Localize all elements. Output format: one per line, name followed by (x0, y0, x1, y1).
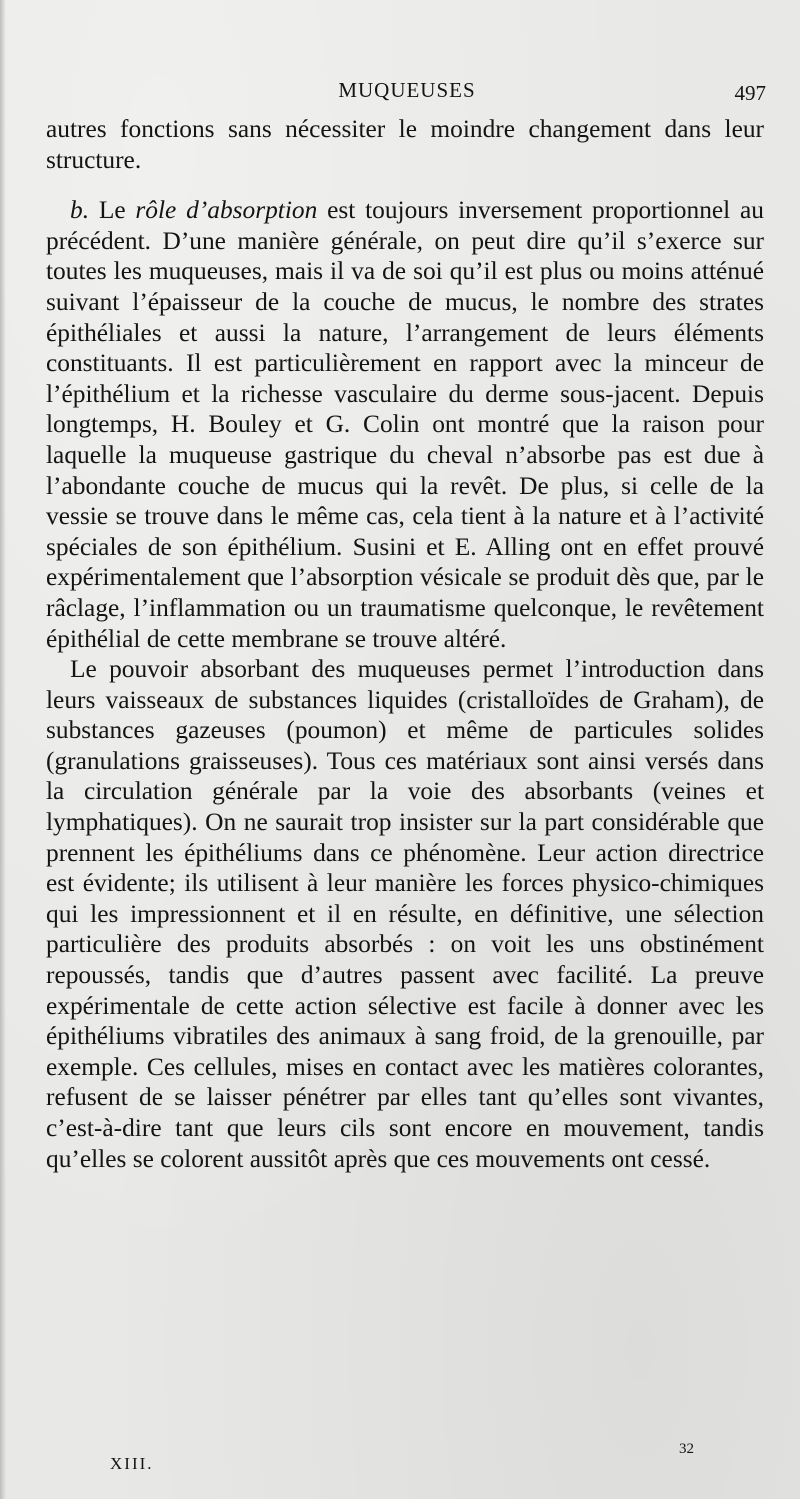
section-label: b. (70, 196, 90, 225)
paragraph-continued: autres fonctions sans nécessiter le moindre changement dans leur structure. (46, 115, 764, 174)
body-text (46, 114, 764, 1174)
signature-mark: XIII. (110, 1454, 154, 1473)
sheet-number: 32 (679, 1441, 694, 1457)
running-title: MUQUEUSES (338, 78, 476, 102)
emphasized-term: rôle d’absorption (135, 196, 318, 225)
paragraph-absorbing-power: Le pouvoir absorbant des muqueuses permet l’introduction dans leurs vaisseaux de substances liquides (cristalloïdes de Graham), de substances gazeuses (poumon) et même de particules solides (granulations graisseuses). Tous ces matériaux sont ainsi versés dans la circulation générale par la voie des absorbants (veines et lymphatiques). On ne saurait trop insister sur la part considérable que prennent les épithéliums dans ce phénomène. Leur action directrice est évidente; ils utilisent à leur manière les forces physico-chimiques qui les impressionnent et il en résulte, en définitive, une sélection particulière des produits absorbés : on voit les uns obstinément repoussés, tandis que d’autres passent avec facilité. La preuve expérimentale de cette action sélective est facile à donner avec les épithéliums vibratiles des animaux à sang froid, de la grenouille, par exemple. Ces cellules, mises en contact avec les matières colorantes, refusent de se laisser pénétrer par elles tant qu’elles sont vivantes, c’est-à-dire tant que leurs cils sont encore en mouvement, tandis qu’elles se colorent aussitôt après que ces mouvements ont cessé. (46, 655, 764, 1173)
page-number: 497 (734, 81, 766, 105)
paragraph-absorption-role (46, 195, 764, 654)
paragraph-lead: Le (98, 196, 126, 225)
paragraph-text: est toujours inversement proportionnel au précédent. D’une manière générale, on peut dire qu’il s’exerce sur toutes les muqueuses, mais il va de soi qu’il est plus ou moins atténué suivant l’épaisseur de la couche de mucus, le nombre des strates épithéliales et aussi la nature, l’arrangement de leurs éléments constituants. Il est particulièrement en rapport avec la minceur de l’épithélium et la richesse vasculaire du derme sous-jacent. Depuis longtemps, H. Bouley et G. Colin ont montré que la raison pour laquelle la muqueuse gastrique du cheval n’absorbe pas est due à l’abondante couche de mucus qui la revêt. De plus, si celle de la vessie se trouve dans le même cas, cela tient à la nature et à l’activité spéciales de son épithélium. Susini et E. Alling ont en effet prouvé expérimentalement que l’absorption vésicale se produit dès que, par le râclage, l’inflammation ou un traumatisme quelconque, le revêtement épithélial de cette membrane se trouve altéré. (46, 196, 764, 653)
running-head (48, 78, 766, 108)
